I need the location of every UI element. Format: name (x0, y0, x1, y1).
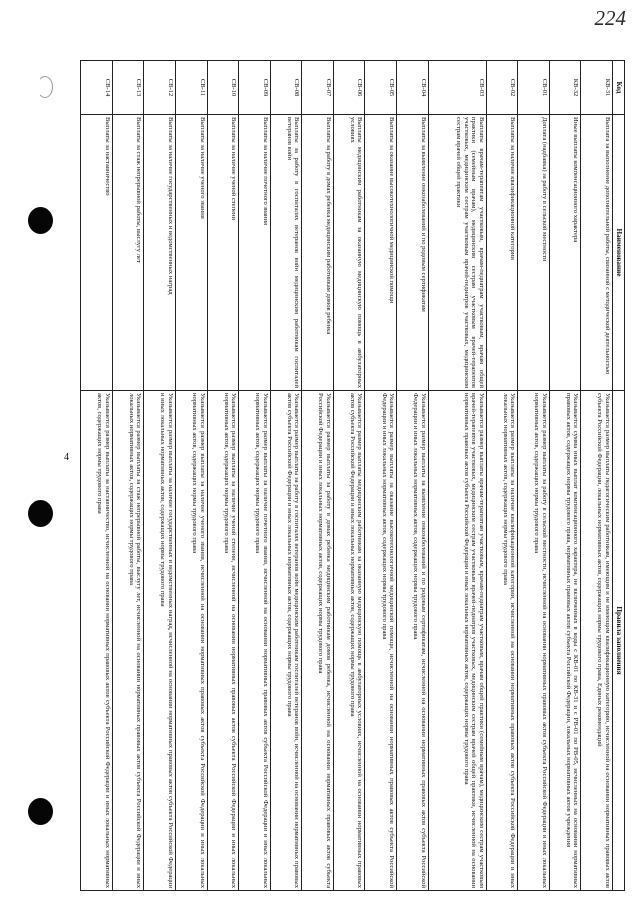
code-cell: СВ-10 (207, 61, 239, 115)
rule-cell: Указывается размер выплаты за наличие государственных и ведомственных наград, исчисленной на основании нормативных правовых актов субъекта Российской Федерации и иных локальных нормативных актов, содержащих нормы трудового права (144, 391, 176, 891)
rule-cell: Указывается размер выплаты за наличие почетного звания, исчисленной на основании нормативных правовых актов субъекта Российской Федерации и иных локальных нормативных актов, содержащих нормы трудового права (239, 391, 271, 891)
table-header-row (613, 61, 625, 891)
table-body (81, 61, 613, 891)
rule-cell: Указывается размер выплаты врачам-терапевтам участковым, врачам-педиатрам участковым, врачам общей практики (семейным врачам), медицинским сестрам участковым врачей-терапевтов участковых, медицинским сестрам участковым врачей-педиатров участковых, медицинским сестрам врачей общей практики, исчисленной на основании нормативных правовых актов субъекта Российской Федерации и иных локальных нормативных актов, содержащих нормы трудового права (428, 391, 486, 891)
table-row (239, 61, 271, 891)
name-cell: Выплаты медицинским работникам за оказанную медицинскую помощь в амбулаторных условиях (333, 115, 365, 391)
header-name: Наименование (613, 115, 625, 391)
code-cell: СВ-07 (302, 61, 334, 115)
header-rule: Правила заполнения (613, 391, 625, 891)
table-row (207, 61, 239, 891)
code-cell: СВ-11 (175, 61, 207, 115)
code-cell: КВ-32 (549, 61, 581, 115)
table-row (486, 61, 518, 891)
rule-cell: Указывается размер выплаты за оказание высокотехнологичной медицинской помощи, исчисленной на основании нормативных правовых актов субъекта Российской Федерации и иных локальных нормативных актов, содержащих нормы трудового права (365, 391, 397, 891)
table-row (144, 61, 176, 891)
name-cell: Выплаты за наличие квалификационной категории (486, 115, 518, 391)
rule-cell: Указывается размер выплаты педагогическим работникам, имеющим и не имеющим квалификационную категорию, исчисленной на основании нормативных правовых актов субъекта Российской Федерации, локальных нормативных актов, содержащих нормы трудового права, Единых рекомендаций (581, 391, 613, 891)
name-cell: Выплаты за работу в домах ребенка медицинским работникам домов ребенка (302, 115, 334, 391)
table-row (549, 61, 581, 891)
name-cell: Выплаты врачам-терапевтам участковым, врачам-педиатрам участковым, врачам общей практики (семейным врачам), медицинским сестрам участковым врачей-терапевтов участковых, медицинским сестрам участковым врачей-педиатров участковых, медицинским сестрам врачей общей практики (428, 115, 486, 391)
name-cell: Выплаты за оказание высокотехнологичной медицинской помощи (365, 115, 397, 391)
table-row (302, 61, 334, 891)
table-row (397, 61, 429, 891)
rule-cell: Указывается размер выплаты за работу в госпиталях ветеранов войн медицинским работникам госпиталей ветеранов войн, исчисленной на основании нормативных правовых актов субъекта Российской Федерации и иных локальных нормативных актов, содержащих нормы трудового права (270, 391, 302, 891)
table-row (81, 61, 113, 891)
rule-cell: Указывается размер выплаты за наличие ученого звания, исчисленной на основании нормативных правовых актов субъекта Российской Федерации и иных локальных нормативных актов, содержащих нормы трудового права (175, 391, 207, 891)
rule-cell: Указывается размер выплаты за выявление онкозаболеваний и по родовым сертификатам, исчисленной на основании нормативных правовых актов субъекта Российской Федерации и иных локальных нормативных актов, содержащих нормы трудового права (397, 391, 429, 891)
name-cell: Выплаты за выявление онкозаболеваний и по родовым сертификатам (397, 115, 429, 391)
header-code: Код (613, 61, 625, 115)
table-row (365, 61, 397, 891)
rule-cell: Указывается размер выплаты медицинским работникам за оказанную медицинскую помощь в амбулаторных условиях, исчисленной на основании нормативных правовых актов субъекта Российской Федерации и иных локальных нормативных актов, содержащих нормы трудового права (333, 391, 365, 891)
rule-cell: Указывается размер выплаты за наличие квалификационной категории, исчисленной на основании нормативных правовых актов субъекта Российской Федерации и иных локальных нормативных актов, содержащих нормы трудового права (486, 391, 518, 891)
code-cell: СВ-13 (112, 61, 144, 115)
name-cell: Выплаты за наличие почетного звания (239, 115, 271, 391)
rule-cell: Указывается сумма иных выплат компенсационного характера, не включенных в коды с КВ-01 по КВ-31 и с РВ-01 по РВ-05, исчисленных на основании нормативных правовых актов, содержащих нормы трудового права, нормативных правовых актов субъекта Российской Федерации, локальных нормативных актов учреждения (549, 391, 581, 891)
code-cell: КВ-31 (581, 61, 613, 115)
code-cell: СВ-01 (518, 61, 550, 115)
code-cell: СВ-04 (397, 61, 429, 115)
rule-cell: Указывается размер выплаты за работу в домах ребенка медицинским работникам домов ребенка, исчисленной на основании нормативных правовых актов субъекта Российской Федерации и иных локальных нормативных актов, содержащих нормы трудового права (302, 391, 334, 891)
code-cell: СВ-12 (144, 61, 176, 115)
table-row (333, 61, 365, 891)
page-number: 4 (64, 452, 69, 463)
name-cell: Выплата за выполнение дополнительной работы, связанной с методической деятельностью (581, 115, 613, 391)
name-cell: Выплаты за наставничество (81, 115, 113, 391)
rotated-table-area (80, 60, 625, 890)
table-row (175, 61, 207, 891)
name-cell: Выплаты за работу в госпиталях ветеранов войн медицинским работникам госпиталей ветеранов войн (270, 115, 302, 391)
code-cell: СВ-08 (270, 61, 302, 115)
name-cell: Выплаты за стаж непрерывной работы, выслугу лет (112, 115, 144, 391)
table-row (518, 61, 550, 891)
punch-hole-bottom (28, 798, 53, 825)
punch-hole-top (28, 207, 53, 234)
name-cell: Выплаты за наличие ученой степени (207, 115, 239, 391)
name-cell: Выплаты за наличие ученого звания (175, 115, 207, 391)
code-cell: СВ-09 (239, 61, 271, 115)
rule-cell: Указывается размер выплаты за наличие ученой степени, исчисленной на основании нормативных правовых актов субъекта Российской Федерации и иных локальных нормативных актов, содержащих нормы трудового права (207, 391, 239, 891)
code-cell: СВ-14 (81, 61, 113, 115)
rule-cell: Указывается размер выплаты за наставничество, исчисленной на основании нормативных правовых актов субъекта Российской Федерации и иных локальных нормативных актов, содержащих нормы трудового права (81, 391, 113, 891)
name-cell: Доплата (надбавка) за работу в сельской местности (518, 115, 550, 391)
name-cell: Иные выплаты компенсационного характера (549, 115, 581, 391)
rule-cell: Указывается размер выплаты за работу в сельской местности, исчисленной на основании нормативных правовых актов субъекта Российской Федерации и иных локальных нормативных актов, содержащих нормы трудового права (518, 391, 550, 891)
code-cell: СВ-06 (333, 61, 365, 115)
table-row (428, 61, 486, 891)
code-cell: СВ-05 (365, 61, 397, 115)
punch-hole-middle (28, 500, 53, 527)
table-frame (80, 60, 625, 890)
handwritten-page-number: 224 (594, 6, 626, 30)
table-row (581, 61, 613, 891)
codes-table (80, 60, 625, 891)
rule-cell: Указывается размер выплаты за стаж непрерывной работы, выслугу лет, исчисленной на основании нормативных правовых актов субъекта Российской Федерации и иных локальных нормативных актов, содержащих нормы трудового права (112, 391, 144, 891)
code-cell: СВ-02 (486, 61, 518, 115)
code-cell: СВ-03 (428, 61, 486, 115)
table-row (112, 61, 144, 891)
table-row (270, 61, 302, 891)
name-cell: Выплаты за наличие государственных и ведомственных наград (144, 115, 176, 391)
staple-mark (37, 76, 53, 98)
